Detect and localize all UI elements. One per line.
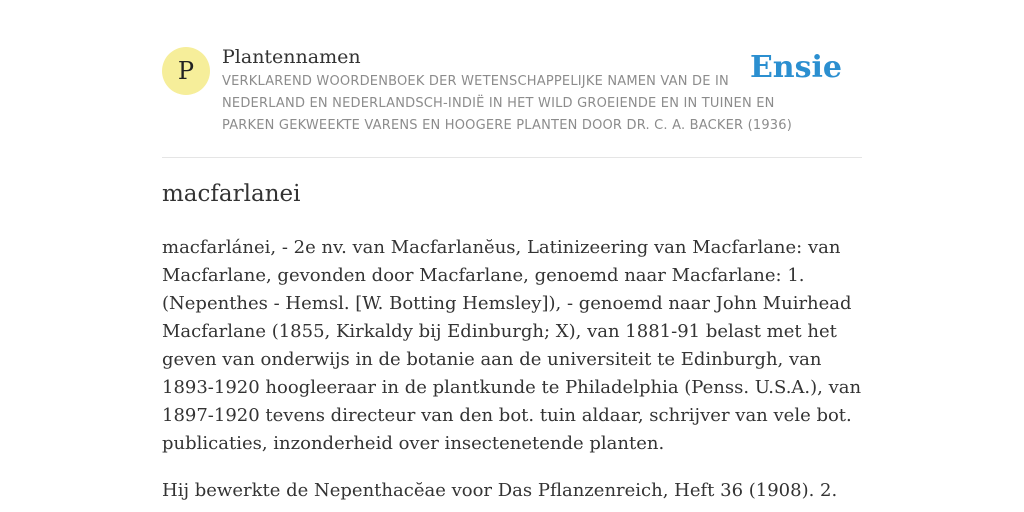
source-header bbox=[162, 45, 862, 157]
avatar[interactable]: P bbox=[162, 47, 210, 95]
entry-paragraph: macfarlánei, - 2e nv. van Macfarlanĕus, Latinizeering van Macfarlane: van Macfarlane, gevonden door Macfarlane, genoemd naar Macfarlane: 1. (Nepenthes - Hemsl. [W. Botting Hemsley]), - genoemd naar John Muirhead Macfarlane (1855, Kirkaldy bij Edinburgh; X), van 1881-91 belast met het geven van onderwijs in de botanie aan de universiteit te Edinburgh, van 1893-1920 hoogleeraar in de plantkunde te Philadelphia (Penss. U.S.A.), van 1897-1920 tevens directeur van den bot. tuin aldaar, schrijver van vele bot. publicaties, inzonderheid over insectenetende planten. bbox=[162, 237, 862, 454]
entry-term: macfarlanei bbox=[162, 181, 301, 207]
brand-logo-link[interactable]: Ensie bbox=[749, 50, 842, 85]
source-description: VERKLAREND WOORDENBOEK DER WETENSCHAPPELIJKE NAMEN VAN DE IN NEDERLAND EN NEDERLANDSCH-INDIË IN HET WILD GROEIENDE EN IN TUINEN EN PARKEN GEKWEEKTE VARENS EN HOOGERE PLANTEN DOOR DR. C. A. BACKER (1936) bbox=[222, 74, 793, 133]
source-title[interactable]: Plantennamen bbox=[222, 46, 361, 68]
header-divider bbox=[162, 157, 862, 158]
entry-paragraph: Hij bewerkte de Nepenthacĕae voor Das Pflanzenreich, Heft 36 (1908). 2. bbox=[162, 480, 838, 501]
entry-body bbox=[162, 234, 866, 512]
